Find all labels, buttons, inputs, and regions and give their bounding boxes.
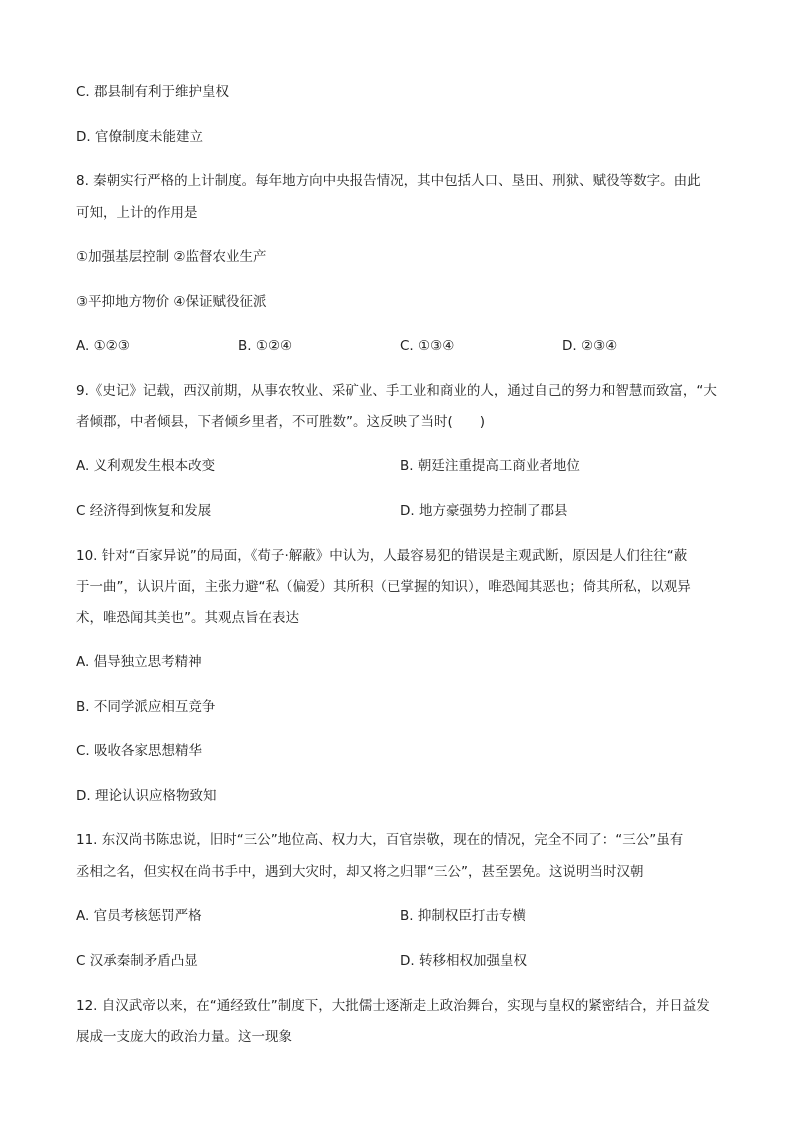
q11-options-row-1 — [0, 906, 794, 926]
q10-stem-line-2: 于一曲”，认识片面，主张力避“私（偏爱）其所积（已掌握的知识），唯恐闻其恶也；倚其所私，以观异 — [76, 579, 691, 595]
q8-options — [0, 336, 794, 356]
q9-option-b: B. 朝廷注重提高工商业者地位 — [400, 458, 580, 474]
q11-option-c: C 汉承秦制矛盾凸显 — [76, 953, 198, 969]
q7-option-d: D. 官僚制度未能建立 — [76, 129, 203, 145]
q11-option-b: B. 抑制权臣打击专横 — [400, 908, 526, 924]
q10-stem-line-1: 10. 针对“百家异说”的局面，《荀子·解蔽》中认为，人最容易犯的错误是主观武断，原因是人们往往“蔽 — [76, 548, 688, 564]
q12-stem-line-1: 12. 自汉武帝以来，在“通经致仕”制度下，大批儒士逐渐走上政治舞台，实现与皇权的紧密结合，并日益发 — [76, 998, 710, 1014]
q10-option-d: D. 理论认识应格物致知 — [76, 788, 217, 804]
q10-stem-line-3: 术，唯恐闻其美也”。其观点旨在表达 — [76, 610, 299, 626]
q12-stem-line-2: 展成一支庞大的政治力量。这一现象 — [76, 1029, 292, 1045]
q8-item-line-1: ①加强基层控制 ②监督农业生产 — [76, 249, 267, 265]
q9-stem-line-2: 者倾郡，中者倾县，下者倾乡里者，不可胜数”。这反映了当时( ) — [76, 414, 486, 430]
q8-option-d: D. ②③④ — [562, 338, 618, 354]
q7-option-c: C. 郡县制有利于维护皇权 — [76, 84, 230, 100]
q11-option-a: A. 官员考核惩罚严格 — [76, 908, 202, 924]
q9-stem-line-1: 9.《史记》记载，西汉前期，从事农牧业、采矿业、手工业和商业的人，通过自己的努力和智慧而致富，“大 — [76, 383, 717, 399]
q9-option-a: A. 义利观发生根本改变 — [76, 458, 216, 474]
q10-option-a: A. 倡导独立思考精神 — [76, 654, 202, 670]
q11-option-d: D. 转移相权加强皇权 — [400, 953, 527, 969]
q11-stem-line-1: 11. 东汉尚书陈忠说，旧时“三公”地位高、权力大，百官崇敬，现在的情况，完全不同了：“三公”虽有 — [76, 832, 684, 848]
q8-option-a: A. ①②③ — [76, 338, 130, 354]
q9-options-row-1 — [0, 456, 794, 476]
q9-option-c: C 经济得到恢复和发展 — [76, 503, 212, 519]
q8-stem-line-2: 可知，上计的作用是 — [76, 205, 198, 221]
q10-option-b: B. 不同学派应相互竞争 — [76, 699, 216, 715]
q9-options-row-2 — [0, 501, 794, 521]
q8-item-line-2: ③平抑地方物价 ④保证赋役征派 — [76, 294, 267, 310]
q8-stem-line-1: 8. 秦朝实行严格的上计制度。每年地方向中央报告情况，其中包括人口、垦田、刑狱、赋役等数字。由此 — [76, 173, 701, 189]
q11-stem-line-2: 丞相之名，但实权在尚书手中，遇到大灾时，却又将之归罪“三公”，甚至罢免。这说明当时汉朝 — [76, 864, 644, 880]
q11-options-row-2 — [0, 951, 794, 971]
q10-option-c: C. 吸收各家思想精华 — [76, 743, 203, 759]
q9-option-d: D. 地方豪强势力控制了郡县 — [400, 503, 568, 519]
q8-option-b: B. ①②④ — [238, 338, 293, 354]
q8-option-c: C. ①③④ — [400, 338, 455, 354]
